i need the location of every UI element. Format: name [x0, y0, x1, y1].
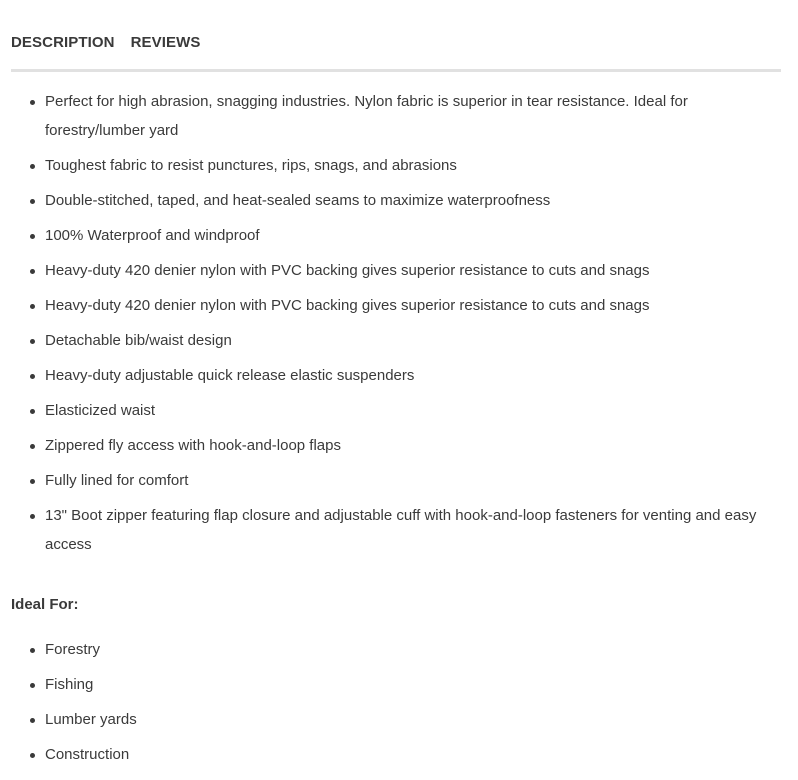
ideal-for-item: Lumber yards — [11, 705, 781, 734]
feature-item: Fully lined for comfort — [11, 466, 781, 495]
ideal-for-item: Fishing — [11, 670, 781, 699]
feature-item: Heavy-duty 420 denier nylon with PVC backing gives superior resistance to cuts and snags — [11, 291, 781, 320]
tab-reviews[interactable]: REVIEWS — [130, 34, 201, 51]
description-tabs — [11, 33, 201, 53]
feature-item: Zippered fly access with hook-and-loop flaps — [11, 431, 781, 460]
tab-divider — [11, 69, 781, 72]
ideal-for-item: Forestry — [11, 635, 781, 664]
feature-item: 13" Boot zipper featuring flap closure and adjustable cuff with hook-and-loop fasteners for venting and easy access — [11, 501, 781, 559]
ideal-for-item: Construction — [11, 740, 781, 769]
feature-item: Heavy-duty adjustable quick release elastic suspenders — [11, 361, 781, 390]
feature-item: 100% Waterproof and windproof — [11, 221, 781, 250]
ideal-for-list — [11, 635, 781, 775]
feature-list — [11, 87, 781, 565]
feature-item: Heavy-duty 420 denier nylon with PVC backing gives superior resistance to cuts and snags — [11, 256, 781, 285]
feature-item: Detachable bib/waist design — [11, 326, 781, 355]
feature-item: Double-stitched, taped, and heat-sealed seams to maximize waterproofness — [11, 186, 781, 215]
feature-item: Perfect for high abrasion, snagging industries. Nylon fabric is superior in tear resistance. Ideal for forestry/lumber yard — [11, 87, 781, 145]
ideal-for-heading: Ideal For: — [11, 596, 79, 613]
feature-item: Toughest fabric to resist punctures, rips, snags, and abrasions — [11, 151, 781, 180]
tab-description[interactable]: DESCRIPTION — [11, 34, 115, 51]
feature-item: Elasticized waist — [11, 396, 781, 425]
